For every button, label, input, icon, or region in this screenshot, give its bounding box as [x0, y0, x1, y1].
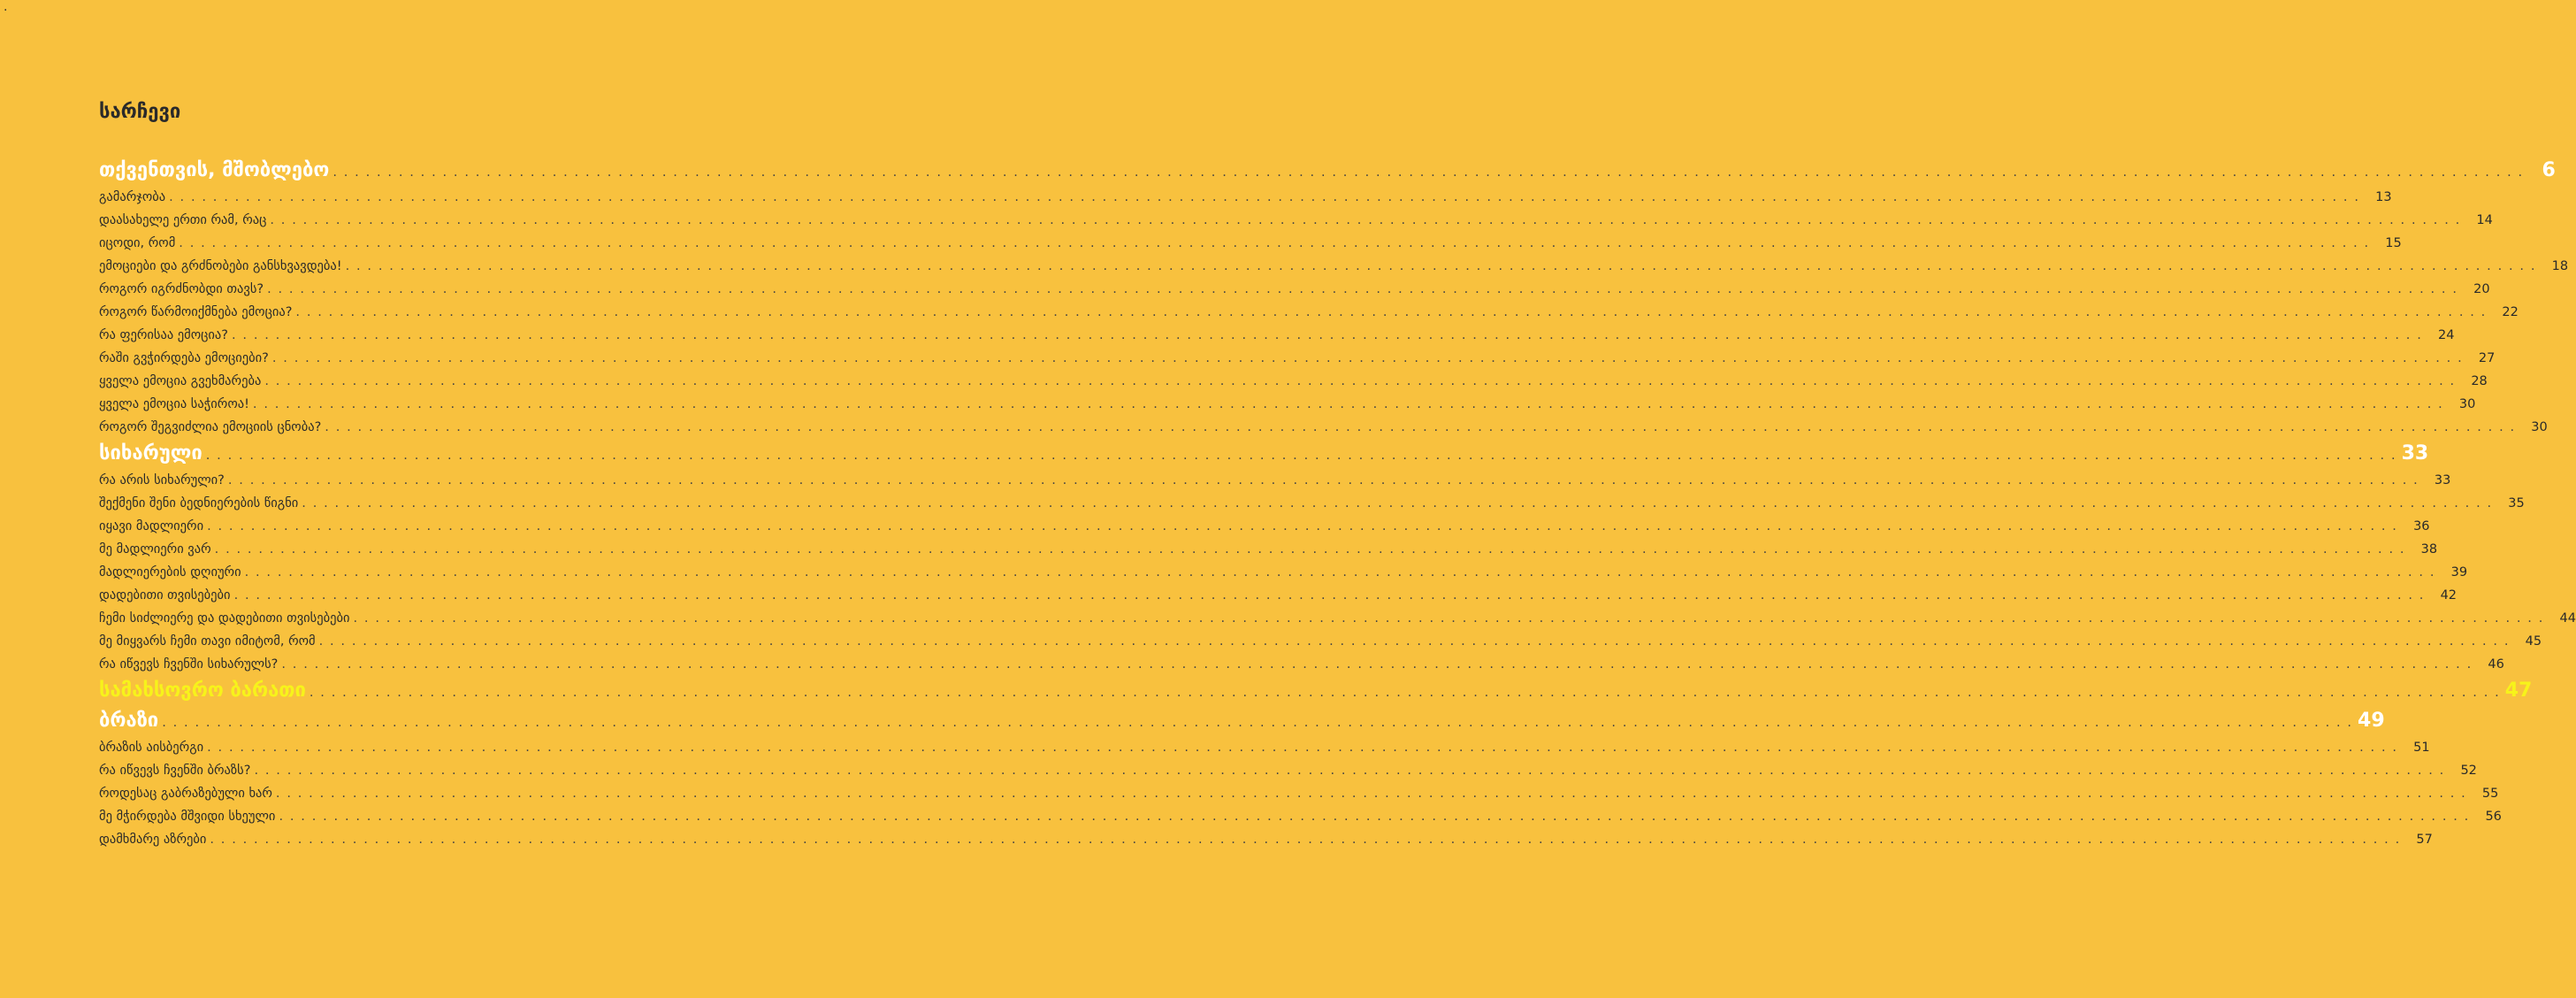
- toc-entry-label: როდესაც გაბრაზებული ხარ: [99, 787, 272, 801]
- toc-entry-label: როგორ იგრძნობდი თავს?: [99, 282, 264, 296]
- dot-leader: . . . . . . . . . . . . . . . . . . . . . . . . . . . . . . . . . . . . . . . . . . . . . . . . . . . . . . . . . . . . . . . . . . . . . . . . . . . . . . . . . . . . . . . . . . . . . . . . . . . . . . . . . . . . . . . . . . . . . . . . . . . . . . . . . . . . . . . . . . . . . . . . . . . . . . . . . . . . . . . . . . . . . . . . . . . . . . . . . . . . . . . . . . . . . . . . . . . . . . . .: [275, 787, 2467, 801]
- toc-entry-page-number: 13: [2375, 190, 2392, 204]
- dot-leader: . . . . . . . . . . . . . . . . . . . . . . . . . . . . . . . . . . . . . . . . . . . . . . . . . . . . . . . . . . . . . . . . . . . . . . . . . . . . . . . . . . . . . . . . . . . . . . . . . . . . . . . . . . . . . . . . . . . . . . . . . . . . . . . . . . . . . . . . . . . . . . . . . . . . . . . . . . . . . . . . . . . . . . . . . . . . . . . . . . . . . . . . . . . . . . . . . . . . . . . .: [252, 397, 2444, 411]
- toc-entry[interactable]: [99, 736, 2430, 759]
- toc-entry-label: დადებითი თვისებები: [99, 588, 231, 603]
- dot-leader: . . . . . . . . . . . . . . . . . . . . . . . . . . . . . . . . . . . . . . . . . . . . . . . . . . . . . . . . . . . . . . . . . . . . . . . . . . . . . . . . . . . . . . . . . . . . . . . . . . . . . . . . . . . . . . . . . . . . . . . . . . . . . . . . . . . . . . . . . . . . . . . . . . . . . . . . . . . . . . . . . . . . . . . . . . . . . . . . . . . . . . . . . . . . . . . . . . . . . . . .: [333, 165, 2524, 180]
- toc-entry[interactable]: [99, 370, 2488, 393]
- toc-entry-label: რა იწვევს ჩვენში სიხარულს?: [99, 657, 279, 672]
- toc-entry-label: ყველა ემოცია გვეხმარება: [99, 374, 262, 388]
- toc-entry-label: როგორ წარმოიქმნება ემოცია?: [99, 305, 293, 319]
- dot-leader: . . . . . . . . . . . . . . . . . . . . . . . . . . . . . . . . . . . . . . . . . . . . . . . . . . . . . . . . . . . . . . . . . . . . . . . . . . . . . . . . . . . . . . . . . . . . . . . . . . . . . . . . . . . . . . . . . . . . . . . . . . . . . . . . . . . . . . . . . . . . . . . . . . . . . . . . . . . . . . . . . . . . . . . . . . . . . . . . . . . . . . . . . . . . . . . . . . . . . . . .: [179, 236, 2370, 250]
- dot-leader: . . . . . . . . . . . . . . . . . . . . . . . . . . . . . . . . . . . . . . . . . . . . . . . . . . . . . . . . . . . . . . . . . . . . . . . . . . . . . . . . . . . . . . . . . . . . . . . . . . . . . . . . . . . . . . . . . . . . . . . . . . . . . . . . . . . . . . . . . . . . . . . . . . . . . . . . . . . . . . . . . . . . . . . . . . . . . . . . . . . . . . . . . . . . . . . . . . . . . . . .: [244, 565, 2436, 580]
- dot-leader: . . . . . . . . . . . . . . . . . . . . . . . . . . . . . . . . . . . . . . . . . . . . . . . . . . . . . . . . . . . . . . . . . . . . . . . . . . . . . . . . . . . . . . . . . . . . . . . . . . . . . . . . . . . . . . . . . . . . . . . . . . . . . . . . . . . . . . . . . . . . . . . . . . . . . . . . . . . . . . . . . . . . . . . . . . . . . . . . . . . . . . . . . . . . . . . . . . . . . . . .: [318, 634, 2511, 649]
- dot-leader: . . . . . . . . . . . . . . . . . . . . . . . . . . . . . . . . . . . . . . . . . . . . . . . . . . . . . . . . . . . . . . . . . . . . . . . . . . . . . . . . . . . . . . . . . . . . . . . . . . . . . . . . . . . . . . . . . . . . . . . . . . . . . . . . . . . . . . . . . . . . . . . . . . . . . . . . . . . . . . . . . . . . . . . . . . . . . . . . . . . . . . . . . . . . . . . . . . . . . . . .: [227, 473, 2419, 487]
- toc-entry[interactable]: [99, 515, 2430, 538]
- toc-entry-page-number: 28: [2471, 374, 2488, 388]
- toc-entry-page-number: 27: [2478, 351, 2496, 365]
- dot-leader: . . . . . . . . . . . . . . . . . . . . . . . . . . . . . . . . . . . . . . . . . . . . . . . . . . . . . . . . . . . . . . . . . . . . . . . . . . . . . . . . . . . . . . . . . . . . . . . . . . . . . . . . . . . . . . . . . . . . . . . . . . . . . . . . . . . . . . . . . . . . . . . . . . . . . . . . . . . . . . . . . . . . . . . . . . . . . . . . . . . . . . . . . . . . . . . . . . . . . . . .: [264, 374, 2456, 388]
- toc-entry-page-number: 52: [2460, 764, 2477, 778]
- page-title: სარჩევი: [99, 101, 181, 123]
- toc-entry-label: რა ფერისაა ემოცია?: [99, 328, 228, 342]
- dot-leader: . . . . . . . . . . . . . . . . . . . . . . . . . . . . . . . . . . . . . . . . . . . . . . . . . . . . . . . . . . . . . . . . . . . . . . . . . . . . . . . . . . . . . . . . . . . . . . . . . . . . . . . . . . . . . . . . . . . . . . . . . . . . . . . . . . . . . . . . . . . . . . . . . . . . . . . . . . . . . . . . . . . . . . . . . . . . . . . . . . . . . . . . . . . . . . . . . . . . . . . .: [271, 351, 2464, 365]
- dot-leader: . . . . . . . . . . . . . . . . . . . . . . . . . . . . . . . . . . . . . . . . . . . . . . . . . . . . . . . . . . . . . . . . . . . . . . . . . . . . . . . . . . . . . . . . . . . . . . . . . . . . . . . . . . . . . . . . . . . . . . . . . . . . . . . . . . . . . . . . . . . . . . . . . . . . . . . . . . . . . . . . . . . . . . . . . . . . . . . . . . . . . . . . . . . . . . . . . . . . . . . .: [214, 542, 2406, 557]
- toc-entry-label: მე მადლიერი ვარ: [99, 542, 211, 557]
- toc-entry-page-number: 38: [2420, 542, 2438, 557]
- table-of-contents: [99, 156, 2576, 851]
- toc-entry-label: რა იწვევს ჩვენში ბრაზს?: [99, 764, 251, 778]
- toc-entry[interactable]: [99, 255, 2569, 278]
- dot-leader: . . . . . . . . . . . . . . . . . . . . . . . . . . . . . . . . . . . . . . . . . . . . . . . . . . . . . . . . . . . . . . . . . . . . . . . . . . . . . . . . . . . . . . . . . . . . . . . . . . . . . . . . . . . . . . . . . . . . . . . . . . . . . . . . . . . . . . . . . . . . . . . . . . . . . . . . . . . . . . . . . . . . . . . . . . . . . . . . . . . . . . . . . . . . . . . . . . . . . . . .: [281, 657, 2473, 672]
- toc-entry-page-number: 18: [2551, 259, 2569, 273]
- toc-entry[interactable]: [99, 805, 2502, 828]
- dot-leader: . . . . . . . . . . . . . . . . . . . . . . . . . . . . . . . . . . . . . . . . . . . . . . . . . . . . . . . . . . . . . . . . . . . . . . . . . . . . . . . . . . . . . . . . . . . . . . . . . . . . . . . . . . . . . . . . . . . . . . . . . . . . . . . . . . . . . . . . . . . . . . . . . . . . . . . . . . . . . . . . . . . . . . . . . . . . . . . . . . . . . . . . . . . . . . . . . . . . . . . .: [309, 686, 2501, 700]
- dot-leader: . . . . . . . . . . . . . . . . . . . . . . . . . . . . . . . . . . . . . . . . . . . . . . . . . . . . . . . . . . . . . . . . . . . . . . . . . . . . . . . . . . . . . . . . . . . . . . . . . . . . . . . . . . . . . . . . . . . . . . . . . . . . . . . . . . . . . . . . . . . . . . . . . . . . . . . . . . . . . . . . . . . . . . . . . . . . . . . . . . . . . . . . . . . . . . . . . . . . . . . .: [207, 741, 2398, 755]
- dot-leader: . . . . . . . . . . . . . . . . . . . . . . . . . . . . . . . . . . . . . . . . . . . . . . . . . . . . . . . . . . . . . . . . . . . . . . . . . . . . . . . . . . . . . . . . . . . . . . . . . . . . . . . . . . . . . . . . . . . . . . . . . . . . . . . . . . . . . . . . . . . . . . . . . . . . . . . . . . . . . . . . . . . . . . . . . . . . . . . . . . . . . . . . . . . . . . . . . . . . . . . .: [302, 496, 2493, 511]
- toc-entry-label: დაასახელე ერთი რამ, რაც: [99, 213, 267, 227]
- dot-leader: . . . . . . . . . . . . . . . . . . . . . . . . . . . . . . . . . . . . . . . . . . . . . . . . . . . . . . . . . . . . . . . . . . . . . . . . . . . . . . . . . . . . . . . . . . . . . . . . . . . . . . . . . . . . . . . . . . . . . . . . . . . . . . . . . . . . . . . . . . . . . . . . . . . . . . . . . . . . . . . . . . . . . . . . . . . . . . . . . . . . . . . . . . . . . . . . . . . . . . . .: [254, 764, 2445, 778]
- dot-leader: . . . . . . . . . . . . . . . . . . . . . . . . . . . . . . . . . . . . . . . . . . . . . . . . . . . . . . . . . . . . . . . . . . . . . . . . . . . . . . . . . . . . . . . . . . . . . . . . . . . . . . . . . . . . . . . . . . . . . . . . . . . . . . . . . . . . . . . . . . . . . . . . . . . . . . . . . . . . . . . . . . . . . . . . . . . . . . . . . . . . . . . . . . . . . . . . . . . . . . . .: [169, 190, 2360, 204]
- toc-entry-label: ემოციები და გრძნობები განსხვავდება!: [99, 259, 342, 273]
- dot-leader: . . . . . . . . . . . . . . . . . . . . . . . . . . . . . . . . . . . . . . . . . . . . . . . . . . . . . . . . . . . . . . . . . . . . . . . . . . . . . . . . . . . . . . . . . . . . . . . . . . . . . . . . . . . . . . . . . . . . . . . . . . . . . . . . . . . . . . . . . . . . . . . . . . . . . . . . . . . . . . . . . . . . . . . . . . . . . . . . . . . . . . . . . . . . . . . . . . . . . . . .: [162, 716, 2353, 730]
- toc-entry-page-number: 30: [2458, 397, 2476, 411]
- toc-entry-label: მადლიერების დღიური: [99, 565, 241, 580]
- toc-entry[interactable]: [99, 653, 2504, 676]
- toc-entry-label: სამახსოვრო ბარათი: [99, 679, 306, 702]
- toc-entry[interactable]: [99, 209, 2493, 232]
- toc-entry-label: შექმენი შენი ბედნიერების წიგნი: [99, 496, 299, 511]
- toc-entry-label: მე მჭირდება მშვიდი სხეული: [99, 810, 276, 824]
- toc-entry-page-number: 57: [2416, 833, 2433, 847]
- toc-entry-page-number: 44: [2559, 611, 2576, 626]
- toc-entry-page-number: 30: [2531, 420, 2548, 434]
- toc-entry[interactable]: [99, 782, 2499, 805]
- dot-leader: . . . . . . . . . . . . . . . . . . . . . . . . . . . . . . . . . . . . . . . . . . . . . . . . . . . . . . . . . . . . . . . . . . . . . . . . . . . . . . . . . . . . . . . . . . . . . . . . . . . . . . . . . . . . . . . . . . . . . . . . . . . . . . . . . . . . . . . . . . . . . . . . . . . . . . . . . . . . . . . . . . . . . . . . . . . . . . . . . . . . . . . . . . . . . . . . . . . . . . . .: [295, 305, 2487, 319]
- dot-leader: . . . . . . . . . . . . . . . . . . . . . . . . . . . . . . . . . . . . . . . . . . . . . . . . . . . . . . . . . . . . . . . . . . . . . . . . . . . . . . . . . . . . . . . . . . . . . . . . . . . . . . . . . . . . . . . . . . . . . . . . . . . . . . . . . . . . . . . . . . . . . . . . . . . . . . . . . . . . . . . . . . . . . . . . . . . . . . . . . . . . . . . . . . . . . . . . . . . . . . . .: [267, 282, 2458, 296]
- toc-entry-page-number: 39: [2450, 565, 2468, 580]
- toc-entry[interactable]: [99, 301, 2519, 324]
- toc-entry[interactable]: [99, 584, 2458, 607]
- toc-entry-label: ბრაზი: [99, 710, 159, 732]
- toc-entry-label: დამხმარე აზრები: [99, 833, 207, 847]
- toc-entry-page-number: 33: [2434, 473, 2451, 487]
- toc-entry[interactable]: [99, 324, 2455, 347]
- dot-leader: . . . . . . . . . . . . . . . . . . . . . . . . . . . . . . . . . . . . . . . . . . . . . . . . . . . . . . . . . . . . . . . . . . . . . . . . . . . . . . . . . . . . . . . . . . . . . . . . . . . . . . . . . . . . . . . . . . . . . . . . . . . . . . . . . . . . . . . . . . . . . . . . . . . . . . . . . . . . . . . . . . . . . . . . . . . . . . . . . . . . . . . . . . . . . . . . . . . . . . . .: [231, 328, 2423, 342]
- toc-entry-page-number: 15: [2385, 236, 2402, 250]
- toc-entry-page-number: 33: [2401, 442, 2429, 464]
- dot-leader: . . . . . . . . . . . . . . . . . . . . . . . . . . . . . . . . . . . . . . . . . . . . . . . . . . . . . . . . . . . . . . . . . . . . . . . . . . . . . . . . . . . . . . . . . . . . . . . . . . . . . . . . . . . . . . . . . . . . . . . . . . . . . . . . . . . . . . . . . . . . . . . . . . . . . . . . . . . . . . . . . . . . . . . . . . . . . . . . . . . . . . . . . . . . . . . . . . . . . . . .: [353, 611, 2544, 626]
- toc-entry-page-number: 56: [2485, 810, 2502, 824]
- toc-entry[interactable]: [99, 828, 2433, 851]
- toc-entry[interactable]: [99, 759, 2477, 782]
- toc-chapter[interactable]: [99, 439, 2429, 469]
- toc-entry[interactable]: [99, 607, 2576, 630]
- toc-entry-label: თქვენთვის, მშობლებო: [99, 159, 330, 181]
- toc-chapter[interactable]: [99, 156, 2556, 186]
- dot-leader: . . . . . . . . . . . . . . . . . . . . . . . . . . . . . . . . . . . . . . . . . . . . . . . . . . . . . . . . . . . . . . . . . . . . . . . . . . . . . . . . . . . . . . . . . . . . . . . . . . . . . . . . . . . . . . . . . . . . . . . . . . . . . . . . . . . . . . . . . . . . . . . . . . . . . . . . . . . . . . . . . . . . . . . . . . . . . . . . . . . . . . . . . . . . . . . . . . . . . . . .: [207, 519, 2398, 534]
- dot-leader: . . . . . . . . . . . . . . . . . . . . . . . . . . . . . . . . . . . . . . . . . . . . . . . . . . . . . . . . . . . . . . . . . . . . . . . . . . . . . . . . . . . . . . . . . . . . . . . . . . . . . . . . . . . . . . . . . . . . . . . . . . . . . . . . . . . . . . . . . . . . . . . . . . . . . . . . . . . . . . . . . . . . . . . . . . . . . . . . . . . . . . . . . . . . . . . . . . . . . . . .: [345, 259, 2537, 273]
- dot-leader: . . . . . . . . . . . . . . . . . . . . . . . . . . . . . . . . . . . . . . . . . . . . . . . . . . . . . . . . . . . . . . . . . . . . . . . . . . . . . . . . . . . . . . . . . . . . . . . . . . . . . . . . . . . . . . . . . . . . . . . . . . . . . . . . . . . . . . . . . . . . . . . . . . . . . . . . . . . . . . . . . . . . . . . . . . . . . . . . . . . . . . . . . . . . . . . . . . . . . . . .: [233, 588, 2426, 603]
- toc-entry-label: რა არის სიხარული?: [99, 473, 225, 487]
- toc-entry-label: ბრაზის აისბერგი: [99, 741, 204, 755]
- toc-entry[interactable]: [99, 561, 2468, 584]
- toc-entry-page-number: 51: [2413, 741, 2430, 755]
- dot-leader: . . . . . . . . . . . . . . . . . . . . . . . . . . . . . . . . . . . . . . . . . . . . . . . . . . . . . . . . . . . . . . . . . . . . . . . . . . . . . . . . . . . . . . . . . . . . . . . . . . . . . . . . . . . . . . . . . . . . . . . . . . . . . . . . . . . . . . . . . . . . . . . . . . . . . . . . . . . . . . . . . . . . . . . . . . . . . . . . . . . . . . . . . . . . . . . . . . . . . . . .: [210, 833, 2401, 847]
- toc-entry-label: სიხარული: [99, 442, 203, 464]
- toc-entry-page-number: 20: [2473, 282, 2490, 296]
- toc-entry-label: გამარჯობა: [99, 190, 166, 204]
- toc-entry[interactable]: [99, 347, 2496, 370]
- toc-chapter[interactable]: [99, 706, 2385, 736]
- toc-entry-label: იყავი მადლიერი: [99, 519, 204, 534]
- toc-entry-page-number: 55: [2481, 787, 2499, 801]
- toc-entry-page-number: 46: [2488, 657, 2504, 672]
- toc-entry-label: იცოდი, რომ: [99, 236, 176, 250]
- toc-entry[interactable]: [99, 492, 2525, 515]
- toc-entry[interactable]: [99, 416, 2548, 439]
- toc-entry-page-number: 22: [2502, 305, 2519, 319]
- toc-entry-page-number: 14: [2476, 213, 2493, 227]
- toc-entry-page-number: 42: [2440, 588, 2458, 603]
- toc-entry[interactable]: [99, 278, 2490, 301]
- dot-leader: . . . . . . . . . . . . . . . . . . . . . . . . . . . . . . . . . . . . . . . . . . . . . . . . . . . . . . . . . . . . . . . . . . . . . . . . . . . . . . . . . . . . . . . . . . . . . . . . . . . . . . . . . . . . . . . . . . . . . . . . . . . . . . . . . . . . . . . . . . . . . . . . . . . . . . . . . . . . . . . . . . . . . . . . . . . . . . . . . . . . . . . . . . . . . . . . . . . . . . . .: [325, 420, 2516, 434]
- toc-entry[interactable]: [99, 469, 2451, 492]
- toc-entry-label: რაში გვჭირდება ემოციები?: [99, 351, 269, 365]
- toc-entry-page-number: 6: [2542, 159, 2556, 181]
- toc-entry[interactable]: [99, 186, 2392, 209]
- toc-chapter[interactable]: [99, 676, 2533, 706]
- toc-entry-page-number: 24: [2437, 328, 2455, 342]
- toc-entry-page-number: 47: [2504, 679, 2533, 702]
- toc-entry[interactable]: [99, 393, 2476, 416]
- corner-mark: .: [4, 0, 8, 14]
- toc-entry-label: ჩემი სიძლიერე და დადებითი თვისებები: [99, 611, 350, 626]
- toc-entry-page-number: 35: [2508, 496, 2525, 511]
- toc-entry-label: როგორ შეგვიძლია ემოციის ცნობა?: [99, 420, 322, 434]
- toc-entry-page-number: 36: [2413, 519, 2430, 534]
- toc-entry-page-number: 45: [2525, 634, 2542, 649]
- toc-entry[interactable]: [99, 232, 2402, 255]
- toc-entry-label: ყველა ემოცია საჭიროა!: [99, 397, 249, 411]
- toc-entry-label: მე მიყვარს ჩემი თავი იმიტომ, რომ: [99, 634, 316, 649]
- dot-leader: . . . . . . . . . . . . . . . . . . . . . . . . . . . . . . . . . . . . . . . . . . . . . . . . . . . . . . . . . . . . . . . . . . . . . . . . . . . . . . . . . . . . . . . . . . . . . . . . . . . . . . . . . . . . . . . . . . . . . . . . . . . . . . . . . . . . . . . . . . . . . . . . . . . . . . . . . . . . . . . . . . . . . . . . . . . . . . . . . . . . . . . . . . . . . . . . . . . . . . . .: [270, 213, 2461, 227]
- dot-leader: . . . . . . . . . . . . . . . . . . . . . . . . . . . . . . . . . . . . . . . . . . . . . . . . . . . . . . . . . . . . . . . . . . . . . . . . . . . . . . . . . . . . . . . . . . . . . . . . . . . . . . . . . . . . . . . . . . . . . . . . . . . . . . . . . . . . . . . . . . . . . . . . . . . . . . . . . . . . . . . . . . . . . . . . . . . . . . . . . . . . . . . . . . . . . . . . . . . . . . . .: [205, 449, 2397, 463]
- dot-leader: . . . . . . . . . . . . . . . . . . . . . . . . . . . . . . . . . . . . . . . . . . . . . . . . . . . . . . . . . . . . . . . . . . . . . . . . . . . . . . . . . . . . . . . . . . . . . . . . . . . . . . . . . . . . . . . . . . . . . . . . . . . . . . . . . . . . . . . . . . . . . . . . . . . . . . . . . . . . . . . . . . . . . . . . . . . . . . . . . . . . . . . . . . . . . . . . . . . . . . . .: [279, 810, 2470, 824]
- toc-entry[interactable]: [99, 630, 2542, 653]
- toc-entry-page-number: 49: [2358, 710, 2385, 732]
- toc-entry[interactable]: [99, 538, 2438, 561]
